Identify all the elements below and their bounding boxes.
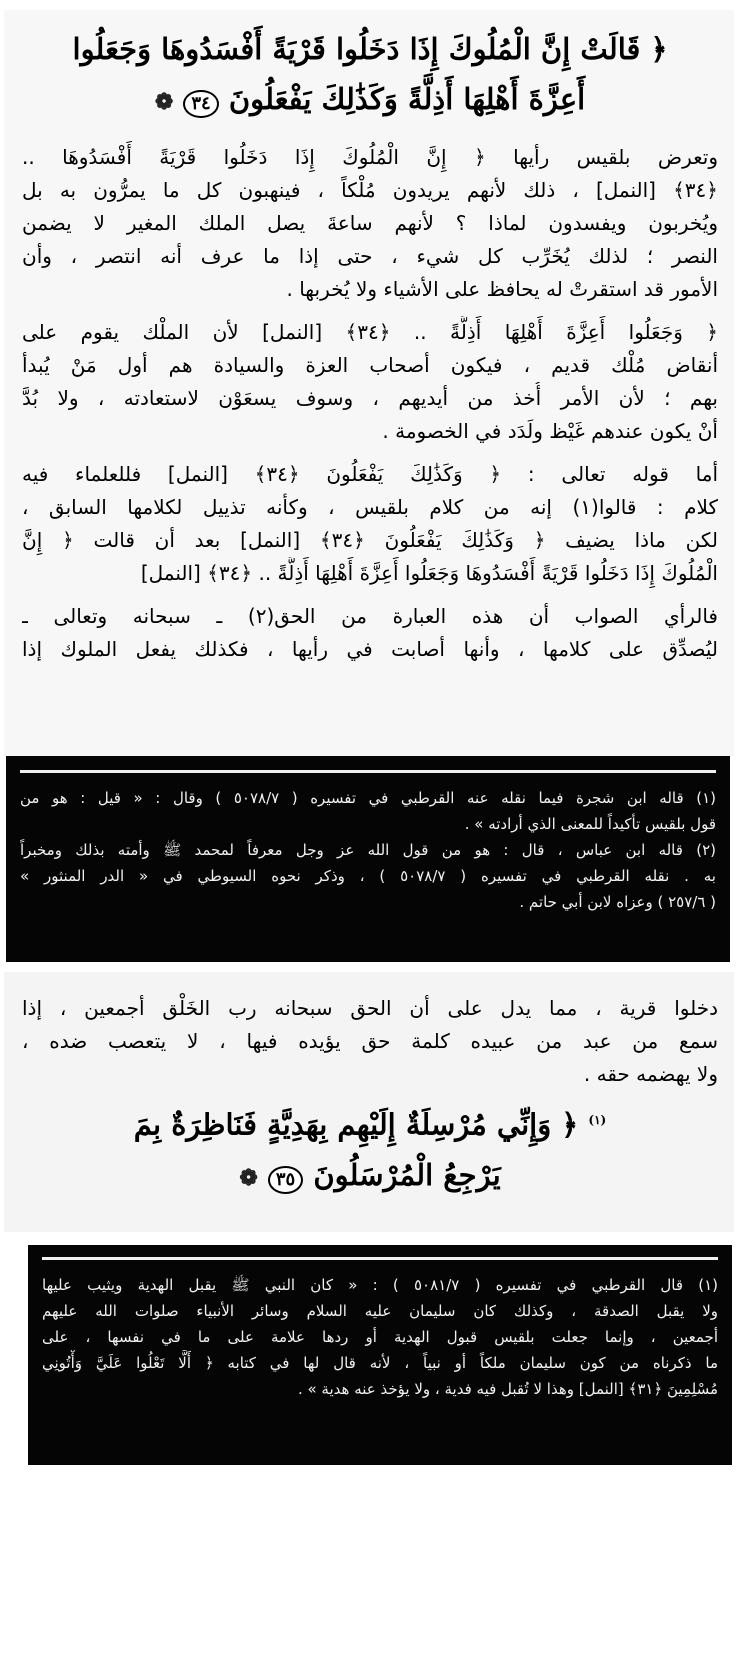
ornament-icon: ❁	[154, 89, 174, 115]
paragraph-line: فالرأي الصواب أن هذه العبارة من الحق(٢) ـ سبحانه وتعالى ـ	[22, 604, 718, 628]
verse-35-line-1	[22, 1095, 718, 1150]
verse-34-line-2-text: أَعِزَّةَ أَهْلِهَا أَذِلَّةً وَكَذَٰلِكَ يَفْعَلُونَ	[228, 82, 586, 116]
verse-35-line-2-text: يَرْجِعُ الْمُرْسَلُونَ	[313, 1157, 501, 1192]
footnotes-block-2	[28, 1245, 732, 1465]
verse-34-line-1-text: ﴿ قَالَتْ إِنَّ الْمُلُوكَ إِذَا دَخَلُوا قَرْيَةً أَفْسَدُوهَا وَجَعَلُوا	[72, 32, 668, 66]
page-scan-top	[4, 10, 734, 756]
footnote-line: (١) قاله ابن شجرة فيما نقله عنه القرطبي في تفسيره ( ٥٠٧٨/٧ ) وقال : « قيل : هو من	[20, 789, 716, 807]
paragraph-line: سمع من عبد من عبيده كلمة حق يؤيده فيها ، لا يتعصب ضده ،	[22, 1029, 718, 1053]
paragraph-line: ولا يهضمه حقه .	[583, 1062, 718, 1086]
verse-34-line-1	[22, 24, 718, 74]
footnote-line: أجمعين ، وإنما جعلت بلقيس قبول الهدية أو ردها علامة على ما في نفسها ، على	[42, 1328, 718, 1346]
footnote-line: مُسْلِمِينَ ﴿٣١﴾ [النمل] وهذا لا تُقبل فيه فدية ، ولا يؤخذ عنه هدية » .	[297, 1380, 718, 1398]
paragraph-3	[22, 458, 718, 590]
paragraph-line: النصر ؛ لذلك يُخَرِّب كل شيء ، حتى إذا ما عرف أنه انتصر ، وأن	[22, 244, 718, 268]
footnote-marker: (١)	[588, 1113, 607, 1127]
footnote-line: به . نقله القرطبي في تفسيره ( ٥٠٧٨/٧ ) ، وذكر نحوه السيوطي في « الدر المنثور »	[20, 867, 716, 885]
paragraph-line: أما قوله تعالى : ﴿ وَكَذَٰلِكَ يَفْعَلُونَ ﴿٣٤﴾ [النمل] فللعلماء فيه	[22, 462, 718, 486]
footnote-line: قول بلقيس تأكيداً للمعنى الذي أرادته » .	[464, 815, 716, 833]
footnote-line: ما ذكرناه من كون سليمان ملكاً أو نبياً ، لأنه قال لها في كتابه ﴿ أَلَّا تَعْلُوا عَلَيَّ وَأْتُونِي	[42, 1354, 718, 1372]
paragraph-continuation	[22, 992, 718, 1091]
footnote-divider	[20, 770, 716, 773]
footnote-line: (١) قال القرطبي في تفسيره ( ٥٠٨١/٧ ) : « كان النبي ﷺ يقبل الهدية ويثيب عليها	[42, 1276, 718, 1294]
page-scan-bottom	[4, 972, 734, 1232]
paragraph-line: الأمور قد استقرتْ له يحافظ على الأشياء ولا يُخربها .	[286, 277, 718, 301]
verse-35-line-1-text: ﴿ وَإِنِّي مُرْسِلَةٌ إِلَيْهِم بِهَدِيَّةٍ فَنَاظِرَةٌ بِمَ	[133, 1107, 579, 1142]
paragraph-line: ويُخربون ويفسدون لماذا ؟ لأنهم ساعةَ يصل الملك المغير لا يضمن	[22, 211, 718, 235]
paragraph-4	[22, 600, 718, 666]
paragraph-line: ليُصدِّق على كلامها ، وأنها أصابت في رأيها ، فكذلك يفعل الملوك إذا	[22, 637, 718, 661]
ornament-icon: ❁	[239, 1164, 258, 1191]
ayah-number-badge: ٣٤	[183, 90, 218, 118]
verse-35-line-2	[22, 1150, 718, 1203]
footnote-line: ( ٢٥٧/٦ ) وعزاه لابن أبي حاتم .	[519, 893, 716, 911]
paragraph-line: الْمُلُوكَ إِذَا دَخَلُوا قَرْيَةً أَفْسَدُوهَا وَجَعَلُوا أَعِزَّةَ أَهْلِهَا أَذِلَّةً .. ﴿٣٤﴾ [النمل]	[140, 561, 718, 585]
paragraph-line: وتعرض بلقيس رأيها ﴿ إِنَّ الْمُلُوكَ إِذَا دَخَلُوا قَرْيَةً أَفْسَدُوهَا ..	[22, 145, 718, 169]
paragraph-line: كلام : قالوا(١) إنه من كلام بلقيس ، وكأنه تذييل لكلامها السابق ،	[22, 495, 718, 519]
verse-34-line-2	[22, 74, 718, 127]
paragraph-1	[22, 141, 718, 306]
paragraph-line: أنْ يكون عندهم غَيْظ ولَدَد في الخصومة .	[382, 419, 718, 443]
paragraph-line: بهم ؛ لأن الأمر أُخذ من أيديهم ، وسوف يسعَوْن لاستعادته ، ولا بُدَّ	[22, 386, 718, 410]
footnote-divider	[42, 1257, 718, 1260]
paragraph-line: ﴿٣٤﴾ [النمل] ، ذلك لأنهم يريدون مُلْكاً ، فينهبون كل ما يمرُّون به بل	[22, 178, 718, 202]
paragraph-line: ﴿ وَجَعَلُوا أَعِزَّةَ أَهْلِهَا أَذِلَّةً .. ﴿٣٤﴾ [النمل] لأن الملْك يقوم على	[22, 320, 718, 344]
footnote-line: (٢) قاله ابن عباس ، قال : هو من قول الله عز وجل معرفاً لمحمد ﷺ وأمته بذلك ومخبراً	[20, 841, 716, 859]
footnotes-block-1	[6, 756, 730, 962]
paragraph-line: دخلوا قرية ، مما يدل على أن الحق سبحانه رب الخَلْق أجمعين ، إذا	[22, 996, 718, 1020]
paragraph-line: لكن ماذا يضيف ﴿ وَكَذَٰلِكَ يَفْعَلُونَ ﴿٣٤﴾ [النمل] بعد أن قالت ﴿ إِنَّ	[22, 528, 718, 552]
paragraph-2	[22, 316, 718, 448]
paragraph-line: أنقاض مُلْك قديم ، فيكون أصحاب العزة والسيادة هم أول مَنْ يُبدأ	[22, 353, 718, 377]
ayah-number-badge: ٣٥	[268, 1166, 303, 1194]
footnote-line: ولا يقبل الصدقة ، وكذلك كان سليمان عليه السلام وسائر الأنبياء صلوات الله عليهم	[42, 1302, 718, 1320]
